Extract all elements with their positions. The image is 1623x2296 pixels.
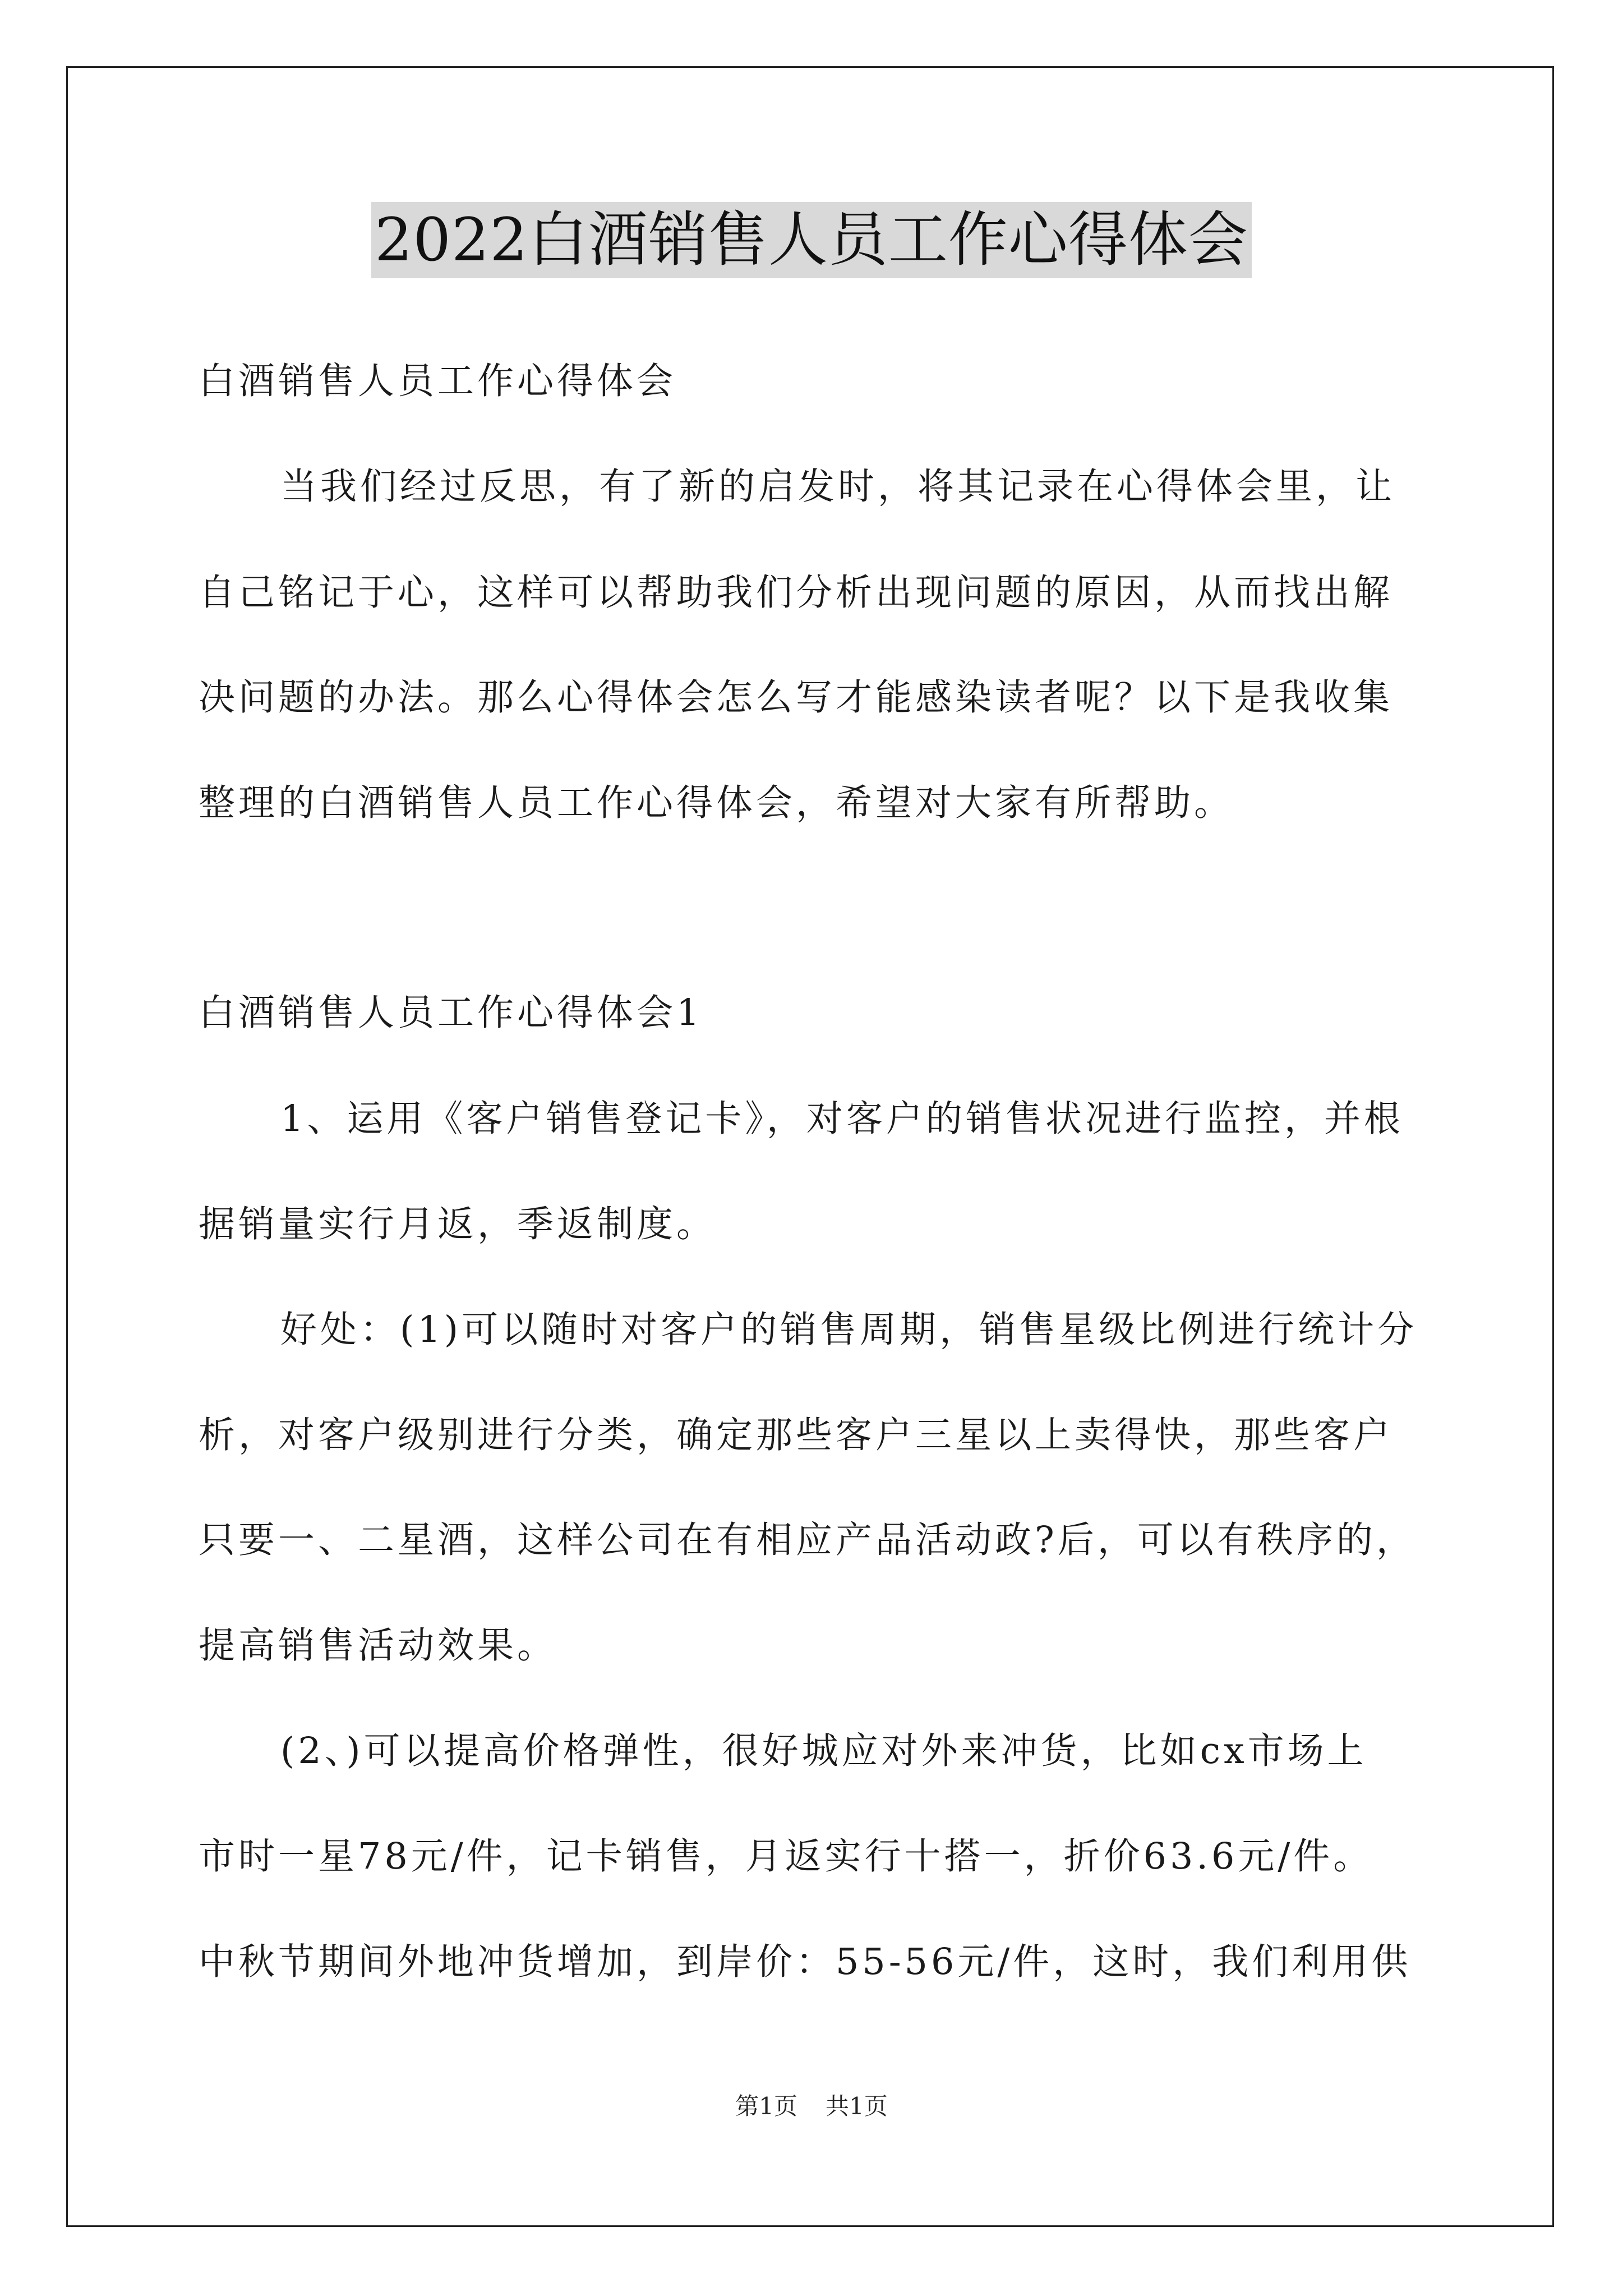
title-container — [0, 202, 1623, 278]
page-footer — [0, 2092, 1623, 2120]
paragraph-line: 好处：(1)可以随时对客户的销售周期，销售星级比例进行统计分 — [280, 1309, 1418, 1351]
paragraph-line: 当我们经过反思，有了新的启发时，将其记录在心得体会里，让 — [280, 466, 1396, 508]
paragraph-line: 决问题的办法。那么心得体会怎么写才能感染读者呢？以下是我收集 — [199, 677, 1394, 719]
paragraph-line: 市时一星78元/件，记卡销售，月返实行十搭一，折价63.6元/件。 — [199, 1835, 1373, 1878]
paragraph-line: 1、运用《客户销售登记卡》，对客户的销售状况进行监控，并根 — [280, 1098, 1404, 1140]
paragraph-line: 据销量实行月返，季返制度。 — [199, 1203, 717, 1245]
paragraph-line: 提高销售活动效果。 — [199, 1625, 557, 1667]
paragraph-line: (2、)可以提高价格弹性，很好城应对外来冲货，比如cx市场上 — [280, 1730, 1367, 1772]
paragraph-line: 只要一、二星酒，这样公司在有相应产品活动政?后，可以有秩序的， — [199, 1519, 1416, 1561]
page-total: 共1页 — [826, 2092, 888, 2120]
paragraph-line: 自己铭记于心，这样可以帮助我们分析出现问题的原因，从而找出解 — [199, 572, 1394, 614]
paragraph-line: 析，对客户级别进行分类，确定那些客户三星以上卖得快，那些客户 — [199, 1414, 1394, 1456]
section-heading: 白酒销售人员工作心得体会1 — [199, 992, 703, 1034]
paragraph-line: 中秋节期间外地冲货增加，到岸价：55-56元/件，这时，我们利用供 — [199, 1941, 1412, 1983]
paragraph-line: 整理的白酒销售人员工作心得体会，希望对大家有所帮助。 — [199, 782, 1234, 824]
document-title: 2022白酒销售人员工作心得体会 — [371, 202, 1252, 278]
page-number: 第1页 — [735, 2092, 797, 2120]
subtitle-line: 白酒销售人员工作心得体会 — [199, 360, 677, 402]
